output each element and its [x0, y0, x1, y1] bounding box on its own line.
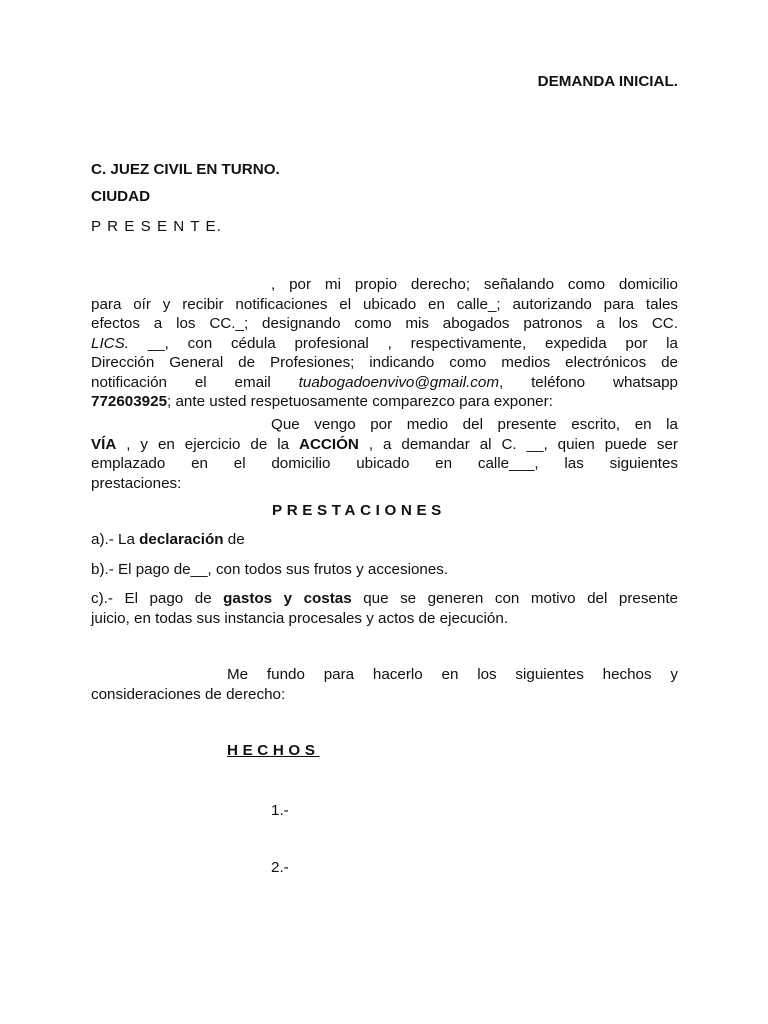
prestacion-c-line-1: [91, 589, 678, 609]
intro-line-1: , por mi propio derecho; señalando como domicilio: [271, 276, 678, 293]
claim-line-3: emplazado en el domicilio ubicado en calle___, las siguientes: [91, 455, 678, 472]
claim-line-2-a: , y en ejercicio de la: [116, 435, 299, 453]
prestacion-c-line-2: juicio, en todas sus instancia procesales y actos de ejecución.: [91, 609, 509, 627]
intro-paragraph: [91, 275, 678, 412]
fundamento-line-2: consideraciones de derecho:: [91, 685, 286, 703]
hecho-item-1: 1.-: [271, 802, 289, 819]
claim-paragraph: [91, 415, 678, 493]
email-address: tuabogadoenvivo@gmail.com: [298, 373, 499, 391]
prestacion-a-suffix: de: [223, 531, 245, 548]
document-title: DEMANDA INICIAL.: [537, 73, 678, 90]
intro-line-5: Dirección General de Profesiones; indicando como medios electrónicos de: [91, 354, 678, 371]
intro-line-3: efectos a los CC._; designando como mis abogados patronos a los CC.: [91, 315, 678, 332]
fundamento-line-1: Me fundo para hacerlo en los siguientes hechos y: [227, 666, 678, 683]
addressee-judge: C. JUEZ CIVIL EN TURNO.: [91, 161, 280, 178]
prestacion-b: b).- El pago de__, con todos sus frutos y accesiones.: [91, 561, 449, 578]
prestacion-a: [91, 530, 245, 549]
claim-line-2-b: , a demandar al C. __, quien puede ser: [358, 435, 678, 453]
prestacion-a-prefix: a).- La: [91, 531, 140, 548]
intro-line-6: [91, 373, 678, 393]
accion-label: ACCIÓN: [299, 435, 359, 453]
lics-label: LICS.: [91, 334, 129, 352]
claim-line-4: prestaciones:: [91, 474, 182, 492]
hechos-heading: HECHOS: [227, 742, 320, 759]
intro-line-2: para oír y recibir notificaciones el ubicado en calle_; autorizando para tales: [91, 295, 678, 313]
declaracion-label: declaración: [139, 531, 224, 548]
intro-line-4-rest: __, con cédula profesional , respectivamente, expedida por la: [128, 334, 678, 352]
phone-number: 772603925: [91, 393, 168, 410]
claim-line-2: [91, 435, 678, 455]
prestaciones-heading: PRESTACIONES: [272, 502, 446, 519]
intro-line-7-rest: ; ante usted respetuosamente comparezco para exponer:: [167, 393, 553, 410]
addressee-present: P R E S E N T E.: [91, 218, 222, 235]
hecho-item-2: 2.-: [271, 859, 289, 876]
claim-line-1: Que vengo por medio del presente escrito, en la: [271, 416, 678, 433]
prestacion-c-suffix: que se generen con motivo del presente: [351, 590, 678, 607]
prestacion-c-prefix: c).- El pago de: [91, 590, 224, 607]
intro-line-7: [91, 392, 678, 412]
intro-line-6-b: , teléfono whatsapp: [499, 373, 678, 391]
addressee-city: CIUDAD: [91, 188, 151, 205]
prestacion-c: [91, 589, 678, 628]
via-label: VÍA: [91, 435, 117, 453]
intro-line-6-a: notificación el email: [91, 373, 299, 391]
fundamento-paragraph: [91, 665, 678, 704]
intro-line-4: [91, 334, 678, 354]
gastos-costas-label: gastos y costas: [223, 590, 352, 607]
